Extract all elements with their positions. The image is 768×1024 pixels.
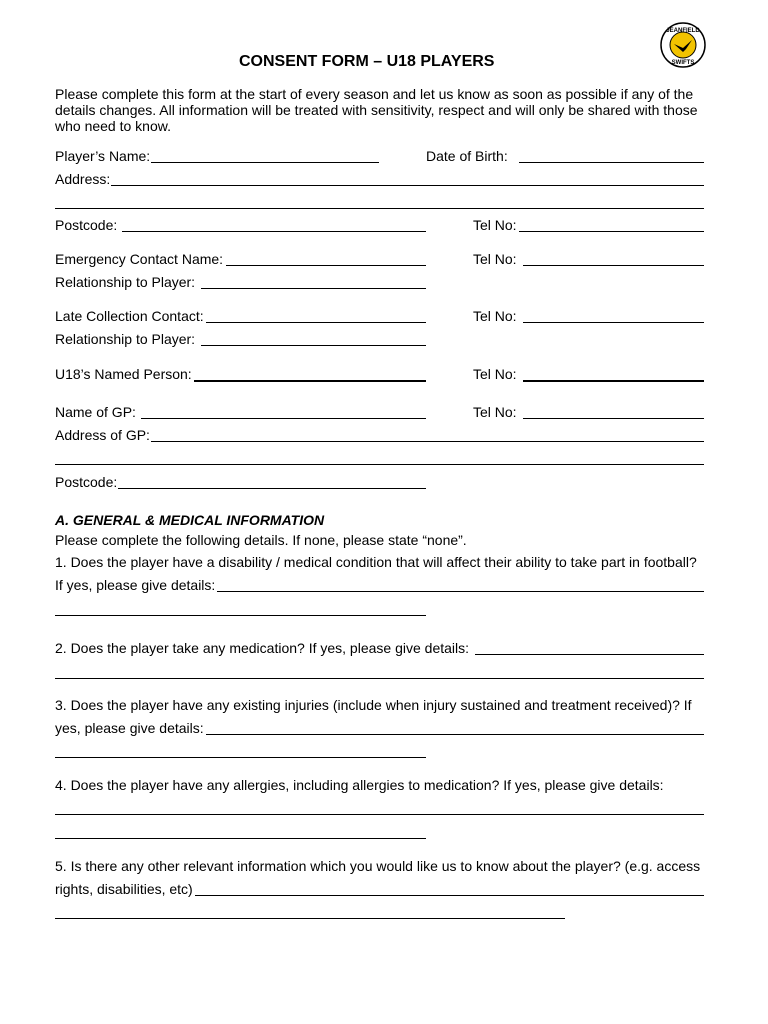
gp-address-label: Address of GP:	[55, 427, 150, 443]
gp-tel-field[interactable]	[523, 418, 704, 419]
question-3-line-2: yes, please give details:	[55, 720, 204, 736]
gp-tel-label: Tel No:	[473, 404, 517, 420]
emergency-relationship-field[interactable]	[201, 288, 426, 289]
address-field-line-2[interactable]	[55, 208, 704, 209]
logo-text-bottom: SWIFTS	[671, 60, 695, 66]
intro-line-1: Please complete this form at the start of every season and let us know as soon as possible if any of the	[55, 86, 694, 102]
gp-name-field[interactable]	[141, 418, 426, 419]
question-4: 4. Does the player have any allergies, including allergies to medication? If yes, please give details:	[55, 777, 664, 793]
dob-field[interactable]	[519, 162, 704, 163]
question-2: 2. Does the player take any medication? If yes, please give details:	[55, 640, 470, 656]
intro-line-3: who need to know.	[55, 118, 171, 134]
question-3-answer-line-2[interactable]	[55, 757, 426, 758]
section-a-heading: A. GENERAL & MEDICAL INFORMATION	[55, 512, 325, 528]
postcode-label: Postcode:	[55, 217, 118, 233]
named-person-field[interactable]	[194, 380, 426, 382]
late-collection-tel-field[interactable]	[523, 322, 704, 323]
late-collection-label: Late Collection Contact:	[55, 308, 204, 324]
gp-name-label: Name of GP:	[55, 404, 136, 420]
tel-field[interactable]	[519, 231, 704, 232]
intro-line-2: details changes. All information will be treated with sensitivity, respect and will only be shared with those	[55, 102, 698, 118]
question-1-line-1: 1. Does the player have a disability / medical condition that will affect their ability to take part in football?	[55, 554, 697, 570]
question-2-answer-line-2[interactable]	[55, 678, 704, 679]
emergency-tel-field[interactable]	[523, 265, 704, 266]
late-relationship-field[interactable]	[201, 345, 426, 346]
dob-label: Date of Birth:	[426, 148, 508, 164]
emergency-contact-field[interactable]	[226, 265, 426, 266]
emergency-contact-label: Emergency Contact Name:	[55, 251, 224, 267]
named-person-label: U18’s Named Person:	[55, 366, 192, 382]
question-5-answer[interactable]	[195, 895, 704, 896]
jeanfield-swifts-logo	[660, 22, 706, 68]
question-3-line-1: 3. Does the player have any existing injuries (include when injury sustained and treatment received)? If	[55, 697, 692, 713]
named-person-tel-field[interactable]	[523, 380, 704, 382]
question-5-line-2: rights, disabilities, etc)	[55, 881, 193, 897]
page-title: CONSENT FORM – U18 PLAYERS	[239, 53, 495, 70]
gp-address-field-line-2[interactable]	[55, 464, 704, 465]
question-1-answer-line-2[interactable]	[55, 615, 426, 616]
question-5-line-1: 5. Is there any other relevant information which you would like us to know about the player? (e.g. access	[55, 858, 701, 874]
section-a-instruction: Please complete the following details. If none, please state “none”.	[55, 532, 467, 548]
player-name-field[interactable]	[151, 162, 379, 163]
late-relationship-label: Relationship to Player:	[55, 331, 196, 347]
emergency-tel-label: Tel No:	[473, 251, 517, 267]
question-2-answer[interactable]	[475, 654, 704, 655]
tel-label: Tel No:	[473, 217, 517, 233]
question-4-answer[interactable]	[55, 814, 704, 815]
named-person-tel-label: Tel No:	[473, 366, 517, 382]
gp-postcode-field[interactable]	[118, 488, 426, 489]
postcode-field[interactable]	[122, 231, 426, 232]
question-1-answer[interactable]	[217, 591, 704, 592]
logo-text-top: JEANFIELD	[666, 28, 700, 34]
question-4-answer-line-2[interactable]	[55, 838, 426, 839]
gp-address-field[interactable]	[151, 441, 704, 442]
question-5-answer-line-2[interactable]	[55, 918, 565, 919]
gp-postcode-label: Postcode:	[55, 474, 118, 490]
emergency-relationship-label: Relationship to Player:	[55, 274, 196, 290]
player-name-label: Player’s Name:	[55, 148, 151, 164]
question-3-answer[interactable]	[206, 734, 704, 735]
late-collection-tel-label: Tel No:	[473, 308, 517, 324]
address-label: Address:	[55, 171, 111, 187]
question-1-line-2: If yes, please give details:	[55, 577, 216, 593]
late-collection-field[interactable]	[206, 322, 426, 323]
address-field[interactable]	[111, 185, 704, 186]
